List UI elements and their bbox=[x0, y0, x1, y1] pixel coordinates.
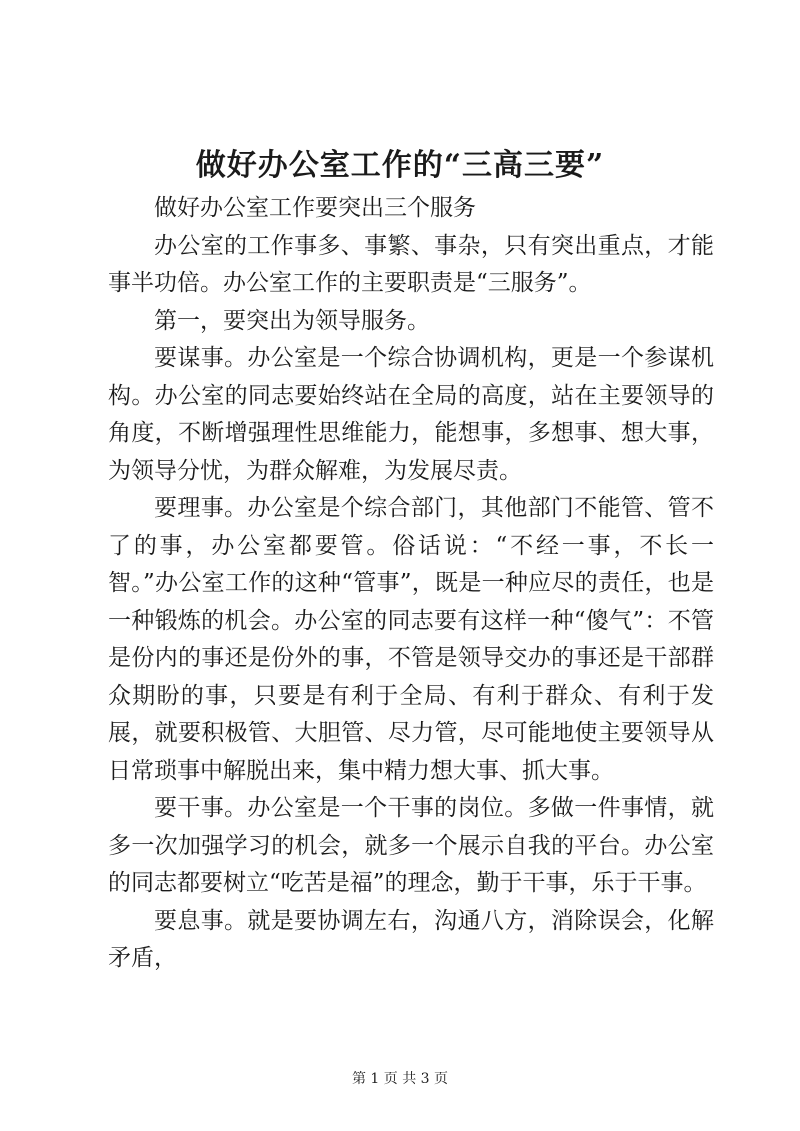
paragraph-settle-affairs: 要息事。就是要协调左右，沟通八方，消除误会，化解矛盾， bbox=[108, 907, 714, 971]
document-body bbox=[108, 190, 714, 978]
paragraph-subheading: 做好办公室工作要突出三个服务 bbox=[154, 195, 476, 221]
paragraph-section-one: 第一，要突出为领导服务。 bbox=[154, 307, 430, 334]
paragraph-manage-affairs: 要理事。办公室是个综合部门，其他部门不能管、管不了的事，办公室都要管。俗话说：“不经一事，不长一智。”办公室工作的这种“管事”，既是一种应尽的责任，也是一种锻炼的机会。办公室的同志要有这样一种“傻气”：不管是份内的事还是份外的事，不管是领导交办的事还是干部群众期盼的事，只要是有利于全局、有利于群众、有利于发展，就要积极管、大胆管、尽力管，尽可能地使主要领导从日常琐事中解脱出来，集中精力想大事、抓大事。 bbox=[108, 495, 714, 784]
paragraph-do-affairs: 要干事。办公室是一个干事的岗位。多做一件事情，就多一次加强学习的机会，就多一个展示自我的平台。办公室的同志都要树立“吃苦是福”的理念，勤于干事，乐于干事。 bbox=[108, 795, 714, 896]
page-footer: 第 1 页 共 3 页 bbox=[351, 1071, 449, 1087]
paragraph-intro: 办公室的工作事多、事繁、事杂，只有突出重点，才能事半功倍。办公室工作的主要职责是“三服务”。 bbox=[108, 232, 714, 296]
document-title: 做好办公室工作的“三高三要” bbox=[195, 148, 605, 183]
paragraph-plan-affairs: 要谋事。办公室是一个综合协调机构，更是一个参谋机构。办公室的同志要始终站在全局的高度，站在主要领导的角度，不断增强理性思维能力，能想事，多想事、想大事，为领导分忧，为群众解难，为发展尽责。 bbox=[108, 345, 714, 484]
